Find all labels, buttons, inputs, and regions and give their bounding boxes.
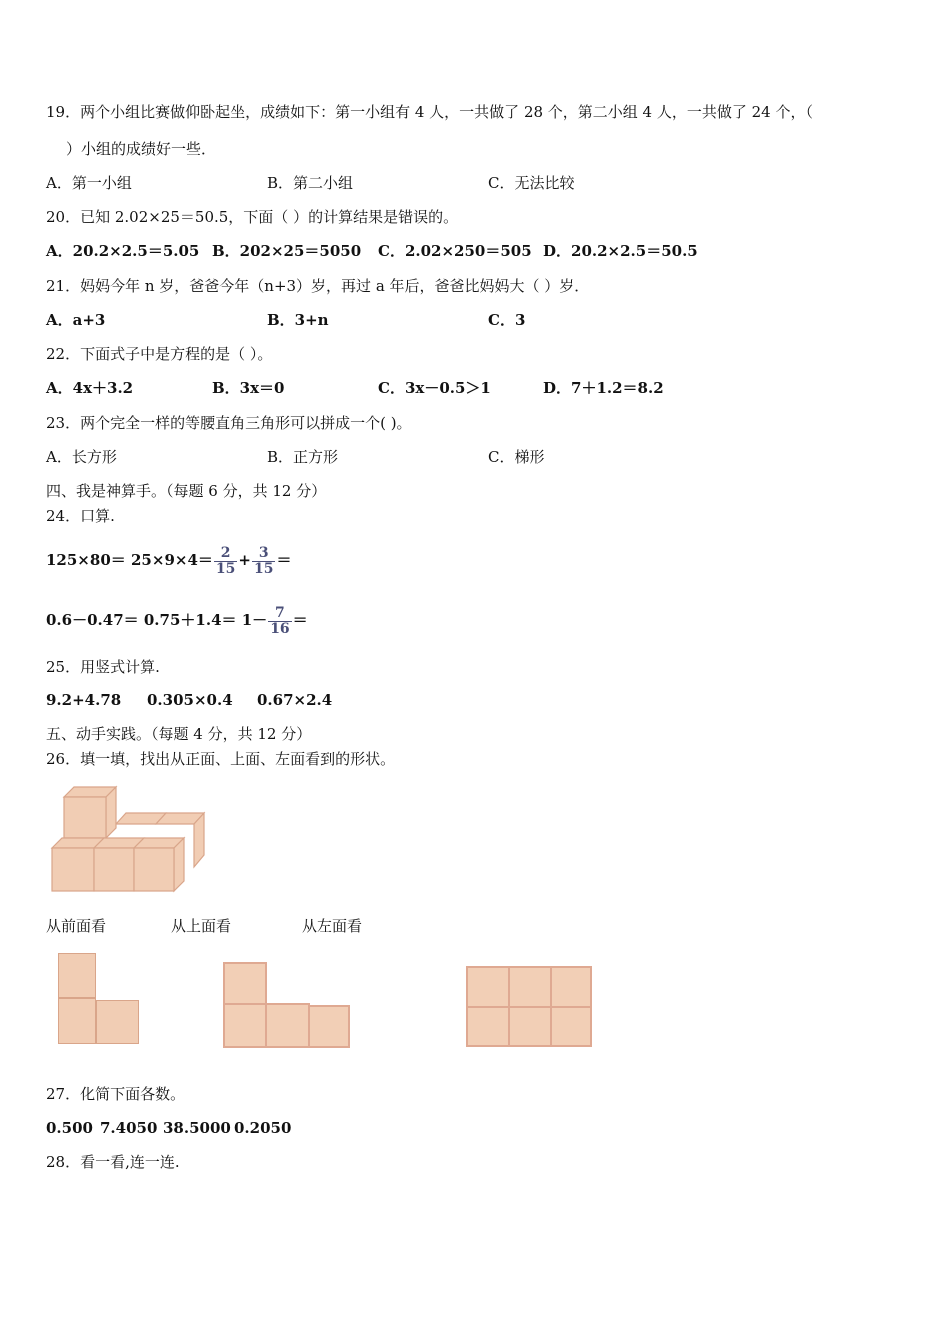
- fraction-numerator: 2: [220, 544, 231, 561]
- q25-text: 25．用竖式计算.: [46, 658, 160, 676]
- grid-square: [96, 1000, 139, 1044]
- fraction-numerator: 7: [275, 604, 285, 621]
- q22-option-c[interactable]: C．3x－0.5＞1: [378, 379, 491, 397]
- q24-fraction-2: [252, 546, 275, 577]
- grid-square: [58, 953, 96, 998]
- q22-option-d[interactable]: D．7＋1.2＝8.2: [543, 379, 664, 397]
- q19-option-b[interactable]: B．第二小组: [267, 174, 354, 192]
- grid-square: [265, 1003, 310, 1048]
- grid-square: [223, 1003, 267, 1048]
- section-4-title: 四、我是神算手。（每题 6 分，共 12 分）: [46, 482, 327, 500]
- q24-text: 24．口算.: [46, 507, 115, 525]
- q23-option-c[interactable]: C．梯形: [488, 448, 545, 466]
- q24-expr-4: 0.6－0.47＝: [46, 611, 139, 629]
- plus-sign: +: [238, 551, 251, 569]
- q20-option-c[interactable]: C．2.02×250＝505: [378, 242, 532, 260]
- q20-option-d[interactable]: D．20.2×2.5＝50.5: [543, 242, 698, 260]
- section-5-title: 五、动手实践。（每题 4 分，共 12 分）: [46, 725, 312, 743]
- q27-item-1: 0.500: [46, 1119, 93, 1137]
- q24-expr-6: 1－: [241, 611, 268, 629]
- q24-expr-2: 25×9×4＝: [131, 551, 213, 569]
- q24-fraction-3: [268, 606, 291, 637]
- q21-option-a[interactable]: A．a+3: [46, 311, 106, 329]
- q21-text: 21．妈妈今年 n 岁，爸爸今年（n+3）岁，再过 a 年后，爸爸比妈妈大（ ）岁．: [46, 277, 590, 295]
- q24-expr-1: 125×80＝: [46, 551, 126, 569]
- q25-item-2: 0.305×0.4: [147, 691, 233, 709]
- q27-text: 27．化简下面各数。: [46, 1085, 186, 1103]
- q27-item-3: 38.5000: [163, 1119, 231, 1137]
- q21-option-c[interactable]: C．3: [488, 311, 526, 329]
- q19-text-line1: 19．两个小组比赛做仰卧起坐，成绩如下：第一小组有 4 人，一共做了 28 个，第二小组 4 人，一共做了 24 个，（: [46, 103, 813, 121]
- q24-row1: [46, 542, 291, 578]
- grid-square: [223, 962, 267, 1005]
- q27-item-2: 7.4050: [100, 1119, 158, 1137]
- grid-square: [308, 1005, 350, 1048]
- view-label-left: 从左面看: [302, 917, 363, 935]
- q23-option-a[interactable]: A．长方形: [46, 448, 117, 466]
- q20-option-a[interactable]: A．20.2×2.5＝5.05: [46, 242, 200, 260]
- equals-sign: ＝: [276, 551, 292, 569]
- q20-option-b[interactable]: B．202×25＝5050: [212, 242, 362, 260]
- view-shape-left[interactable]: [466, 966, 594, 1048]
- q24-fraction-1: [214, 546, 237, 577]
- q25-item-3: 0.67×2.4: [257, 691, 333, 709]
- q19-option-c[interactable]: C．无法比较: [488, 174, 575, 192]
- q25-item-1: 9.2+4.78: [46, 691, 122, 709]
- q19-text-line2: ）小组的成绩好一些．: [66, 140, 217, 158]
- view-shape-top[interactable]: [223, 962, 353, 1050]
- view-label-front: 从前面看: [46, 917, 107, 935]
- q23-text: 23．两个完全一样的等腰直角三角形可以拼成一个( )。: [46, 414, 412, 432]
- grid-square: [550, 1006, 592, 1047]
- grid-square: [508, 1006, 552, 1047]
- equals-sign: ＝: [292, 611, 308, 629]
- grid-square: [58, 998, 96, 1044]
- q26-cube-figure: [46, 783, 206, 898]
- grid-square: [466, 966, 510, 1008]
- q26-text: 26．填一填，找出从正面、上面、左面看到的形状。: [46, 750, 396, 768]
- view-shape-front[interactable]: [56, 953, 142, 1045]
- q28-text: 28．看一看,连一连.: [46, 1153, 180, 1171]
- q24-expr-5: 0.75＋1.4＝: [143, 611, 237, 629]
- q27-item-4: 0.2050: [234, 1119, 292, 1137]
- fraction-denominator: 16: [270, 620, 290, 637]
- q21-option-b[interactable]: B．3+n: [267, 311, 329, 329]
- grid-square: [508, 966, 552, 1008]
- fraction-numerator: 3: [258, 544, 269, 561]
- q22-option-a[interactable]: A．4x＋3.2: [46, 379, 134, 397]
- view-label-top: 从上面看: [171, 917, 232, 935]
- cube-group: [52, 787, 204, 891]
- grid-square: [550, 966, 592, 1008]
- q22-text: 22．下面式子中是方程的是（ ）。: [46, 345, 273, 363]
- q20-text: 20．已知 2.02×25＝50.5，下面（ ）的计算结果是错误的。: [46, 208, 459, 226]
- q23-option-b[interactable]: B．正方形: [267, 448, 339, 466]
- q24-row2: [46, 600, 308, 640]
- grid-square: [466, 1006, 510, 1047]
- q22-option-b[interactable]: B．3x＝0: [212, 379, 285, 397]
- fraction-denominator: 15: [253, 560, 274, 577]
- q19-option-a[interactable]: A．第一小组: [46, 174, 132, 192]
- fraction-denominator: 15: [215, 560, 236, 577]
